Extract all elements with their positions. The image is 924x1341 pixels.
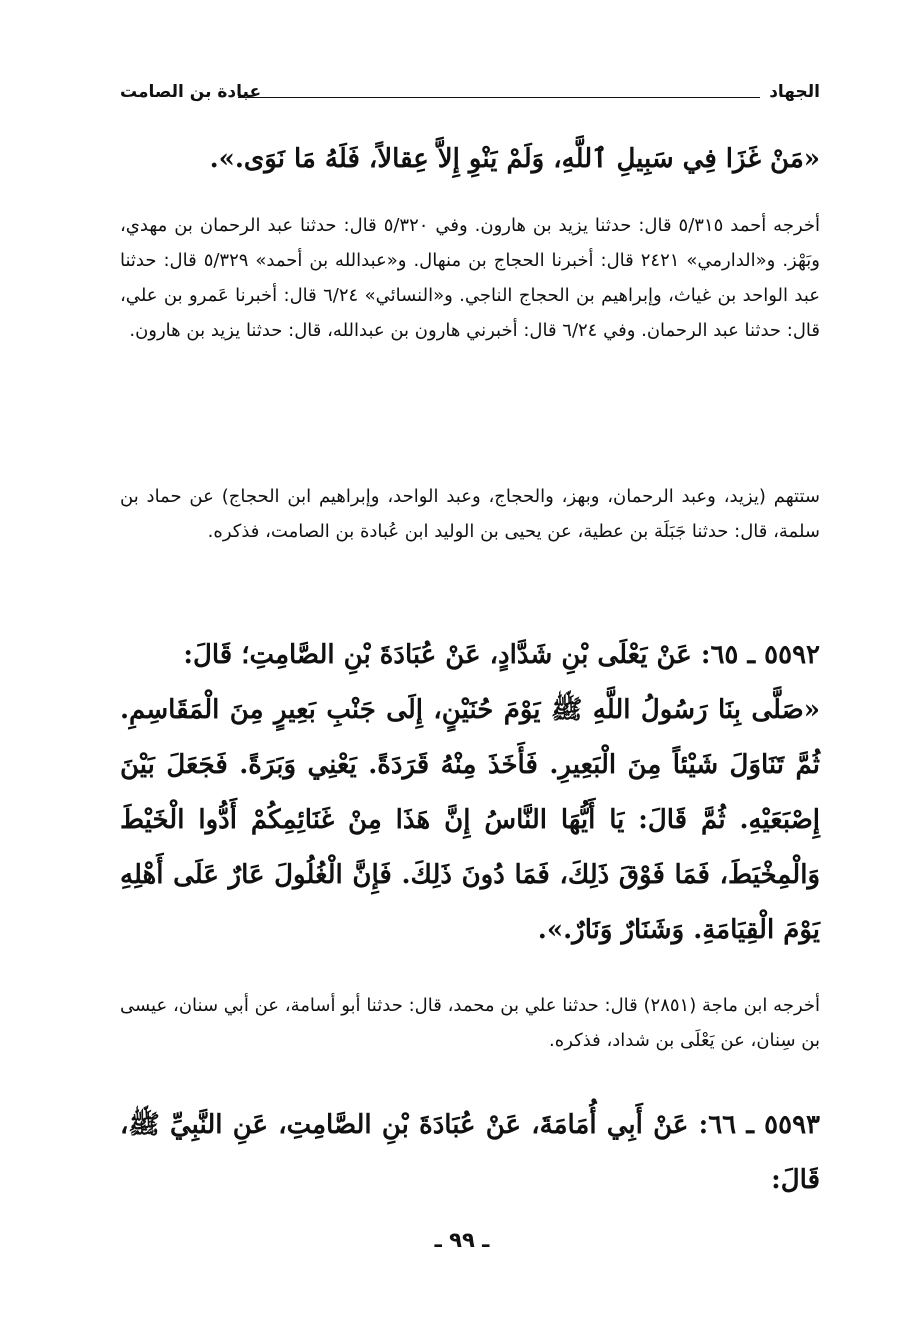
header-section: الجهاد xyxy=(769,82,820,102)
isnad-note-1: ستتهم (يزيد، وعبد الرحمان، وبهز، والحجاج، وعبد الواحد، وإبراهيم ابن الحجاج) عن حماد بن سلمة، قال: حدثنا جَبَلَة بن عطية، عن يحيى بن الوليد ابن عُبادة بن الصامت، فذكره. xyxy=(120,486,820,542)
hadith-text-1: «مَنْ غَزَا فِي سَبِيلِ ٱللَّهِ، وَلَمْ يَنْوِ إِلاَّ عِقالاً، فَلَهُ مَا نَوَى.». xyxy=(209,144,820,174)
header-title: عبادة بن الصامت xyxy=(120,82,262,102)
hadith-text-5592: «صَلَّى بِنَا رَسُولُ اللَّهِ ﷺ يَوْمَ حُنَيْنٍ، إِلَى جَنْبِ بَعِيرٍ مِنَ الْمَقَاسِمِ. ثُمَّ تَنَاوَلَ شَيْئاً مِنَ الْبَعِيرِ. فَأَخَذَ مِنْهُ قَرَدَةً. يَعْنِي وَبَرَةً. فَجَعَلَ بَيْنَ إِصْبَعَيْهِ. ثُمَّ قَالَ: يَا أَيُّهَا النَّاسُ إِنَّ هَذَا مِنْ غَنَائِمِكُمْ أَدُّوا الْخَيْطَ وَالْمِخْيَطَ، فَمَا فَوْقَ ذَلِكَ، فَمَا دُونَ ذَلِكَ. فَإِنَّ الْغُلُولَ عَارٌ عَلَى أَهْلِهِ يَوْمَ الْقِيَامَةِ. وَشَنَارٌ وَنَارٌ.». xyxy=(120,695,820,945)
running-header xyxy=(120,82,820,112)
takhrij-note-2: أخرجه ابن ماجة (٢٨٥١) قال: حدثنا علي بن محمد، قال: حدثنا أبو أسامة، عن أبي سنان، عيسى بن سِنان، عن يَعْلَى بن شداد، فذكره. xyxy=(120,995,821,1051)
hadith-heading-5592: ٥٥٩٢ ـ ٦٥: عَنْ يَعْلَى بْنِ شَدَّادٍ، عَنْ عُبَادَةَ بْنِ الصَّامِتِ؛ قَالَ: xyxy=(183,640,820,670)
page-number: ـ ٩٩ ـ xyxy=(434,1228,490,1252)
hadith-heading-5593: ٥٥٩٣ ـ ٦٦: عَنْ أَبِي أُمَامَةَ، عَنْ عُبَادَةَ بْنِ الصَّامِتِ، عَنِ النَّبِيِّ ﷺ، قَالَ: xyxy=(120,1110,820,1195)
takhrij-note-1: أخرجه أحمد ٥/٣١٥ قال: حدثنا يزيد بن هارون. وفي ٥/٣٢٠ قال: حدثنا عبد الرحمان بن مهدي، وبَهْز. و«الدارمي» ٢٤٢١ قال: أخبرنا الحجاج بن منهال. و«عبدالله بن أحمد» ٥/٣٢٩ قال: حدثنا عبد الواحد بن غياث، وإبراهيم بن الحجاج الناجي. و«النسائي» ٦/٢٤ قال: أخبرنا عَمرو بن علي، قال: حدثنا عبد الرحمان. وفي ٦/٢٤ قال: أخبرني هارون بن عبدالله، قال: حدثنا يزيد بن هارون. xyxy=(120,215,821,341)
header-rule xyxy=(238,97,760,98)
